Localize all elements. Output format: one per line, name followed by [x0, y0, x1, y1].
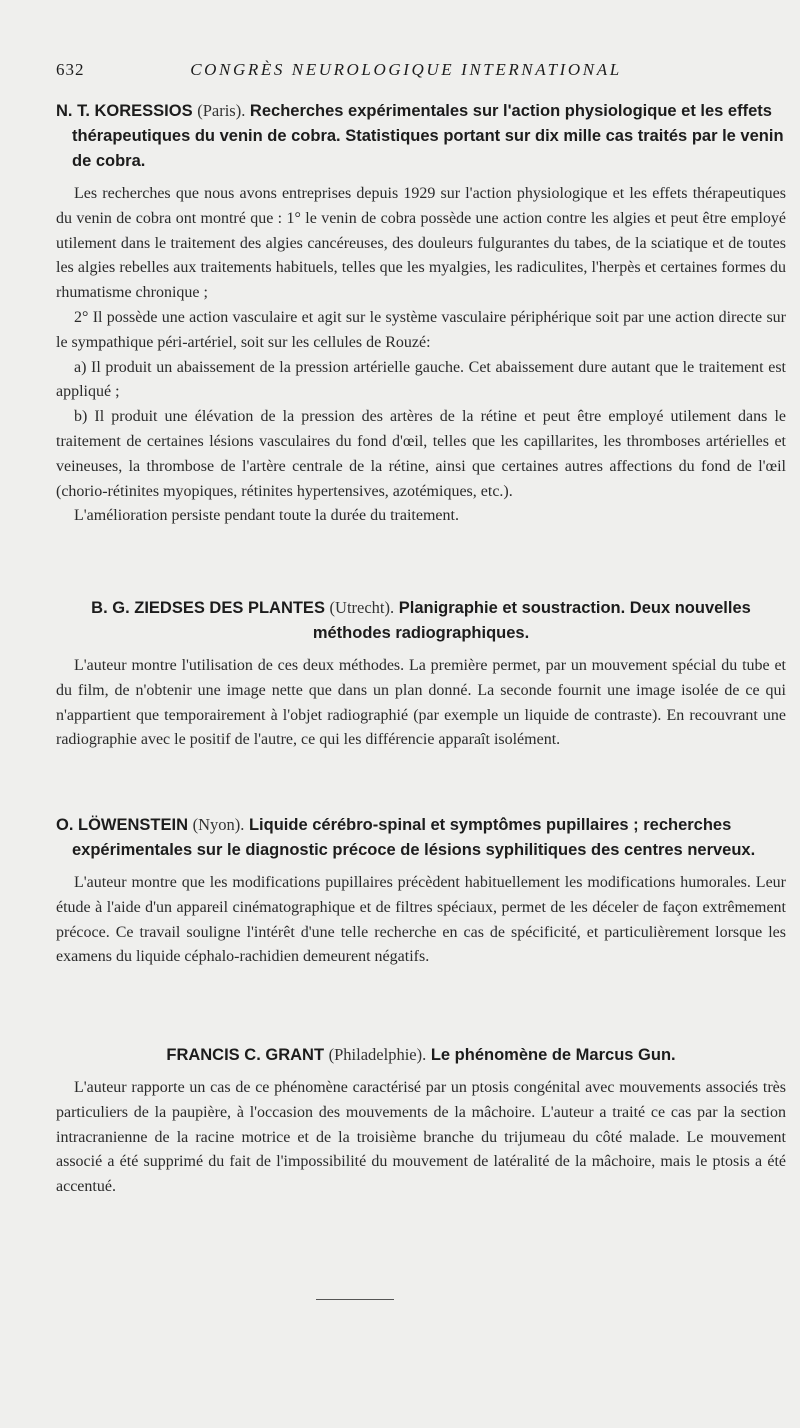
running-header	[56, 60, 756, 84]
article-paragraph: L'amélioration persiste pendant toute la durée du traitement.	[74, 507, 459, 525]
journal-title: CONGRÈS NEUROLOGIQUE INTERNATIONAL	[190, 60, 622, 79]
end-rule	[316, 1299, 394, 1300]
article-title: Recherches expérimentales sur l'action physiologique et les effets thérapeutiques du venin de cobra. Statistiques portant sur dix mille cas traités par le venin de cobra.	[72, 102, 784, 170]
article-paragraph: L'auteur rapporte un cas de ce phénomène caractérisé par un ptosis congénital avec mouvements associés très particuliers de la paupière, à l'occasion des mouvements de la mâchoire. L'auteur a traité ce cas par la section intracranienne de la racine motrice et de la troisième branche du trijumeau du côté malade. Le mouvement associé a été supprimé du fait de l'impossibilité du mouvement de latéralité de la mâchoire, mais le ptosis a été accentué.	[56, 1079, 786, 1196]
article-paragraph: 2° Il possède une action vasculaire et agit sur le système vasculaire périphérique soit par une action directe sur le sympathique péri-artériel, soit sur les cellules de Rouzé:	[56, 308, 786, 351]
article-paragraph: a) Il produit un abaissement de la pression artérielle gauche. Cet abaissement dure autant que le traitement est appliqué ;	[56, 358, 786, 401]
article-lowenstein	[56, 812, 786, 970]
article-author: O. LÖWENSTEIN	[56, 816, 188, 834]
article-author: FRANCIS C. GRANT	[166, 1046, 325, 1064]
article-grant	[56, 1042, 786, 1200]
article-title: Liquide cérébro-spinal et symptômes pupillaires ; recherches expérimentales sur le diagnostic précoce de lésions syphilitiques des centres nerveux.	[72, 816, 756, 859]
article-heading	[56, 595, 786, 646]
article-author: N. T. KORESSIOS	[56, 102, 193, 120]
article-title: Le phénomène de Marcus Gun.	[430, 1046, 676, 1064]
article-ziedses-des-plantes	[56, 595, 786, 753]
article-author: B. G. ZIEDSES DES PLANTES	[91, 599, 325, 617]
article-koressios	[56, 98, 786, 529]
article-heading	[56, 812, 786, 863]
article-title: Planigraphie et soustraction. Deux nouvelles méthodes radiographiques.	[312, 599, 751, 642]
page-number: 632	[56, 60, 85, 79]
article-paragraph: L'auteur montre que les modifications pupillaires précèdent habituellement les modifications humorales. Leur étude à l'aide d'un appareil cinématographique et de filtres spéciaux, permet de les déceler de façon extrêmement précoce. Ce travail souligne l'intérêt d'une telle recherche en cas de spécificité, et particulièrement lorsque les examens du liquide céphalo-rachidien demeurent négatifs.	[56, 874, 786, 966]
article-location: (Philadelphie).	[328, 1045, 427, 1064]
article-location: (Paris).	[197, 101, 246, 120]
article-paragraph: b) Il produit une élévation de la pression des artères de la rétine et peut être employé utilement dans le traitement de certaines lésions vasculaires du fond d'œil, telles que les capillarites, les thromboses artérielles et veineuses, la thrombose de l'artère centrale de la rétine, ainsi que certaines autres affections du fond de l'œil (chorio-rétinites myopiques, rétinites hypertensives, azotémiques, etc.).	[56, 408, 786, 500]
article-paragraph: L'auteur montre l'utilisation de ces deux méthodes. La première permet, par un mouvement spécial du tube et du film, de n'obtenir une image nette que dans un plan donné. La seconde fournit une image isolée de ce qui n'appartient que temporairement à l'objet radiographié (par exemple un liquide de contraste). En recouvrant une radiographie avec le positif de l'autre, ce qui les différencie apparaît isolément.	[56, 657, 786, 749]
article-paragraph: Les recherches que nous avons entreprises depuis 1929 sur l'action physiologique et les effets thérapeutiques du venin de cobra ont montré que : 1° le venin de cobra possède une action contre les algies et peut être employé utilement dans le traitement des algies cancéreuses, des douleurs fulgurantes du tabes, de la sciatique et de toutes les algies rebelles aux traitements habituels, telles que les myalgies, les radiculites, l'herpès et certaines formes du rhumatisme chronique ;	[56, 185, 786, 302]
article-location: (Nyon).	[192, 815, 245, 834]
article-heading	[56, 1042, 786, 1068]
article-heading	[56, 98, 786, 174]
article-location: (Utrecht).	[329, 598, 395, 617]
